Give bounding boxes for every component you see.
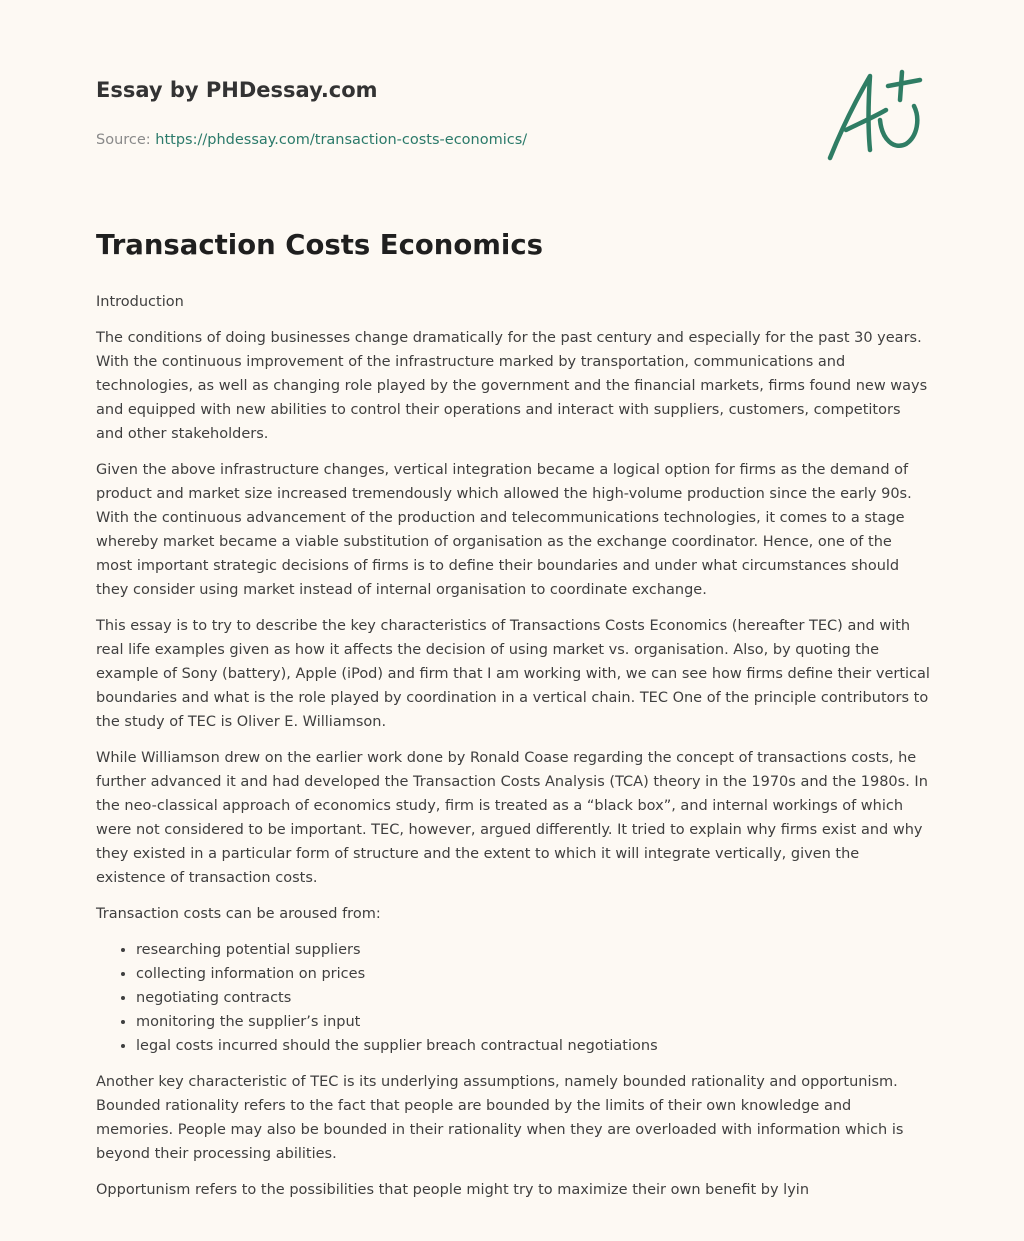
site-brand: Essay by PHDessay.com (96, 78, 378, 102)
paragraph: Transaction costs can be aroused from: (96, 906, 381, 922)
paragraph: Opportunism refers to the possibilities that people might try to maximize their own benefit by lyin (96, 1182, 810, 1198)
source-line (96, 130, 928, 150)
bullet-list (96, 938, 931, 1058)
list-item: • monitoring the supplier’s input (136, 1010, 931, 1034)
paragraph: Another key characteristic of TEC is its underlying assumptions, namely bounded rationality and opportunism. Bounded rationality refers to the fact that people are bounded by the limits of their own knowledge and memories. People may also be bounded in their rationality when they are overloaded with information which is beyond their processing abilities. (96, 1074, 904, 1162)
paragraph: The conditions of doing businesses change dramatically for the past century and especially for the past 30 years. With the continuous improvement of the infrastructure marked by transportation, communications and technologies, as well as changing role played by the government and the financial markets, firms found new ways and equipped with new abilities to control their operations and interact with suppliers, customers, competitors and other stakeholders. (96, 330, 928, 442)
article-content (96, 226, 931, 1202)
source-label: Source: (96, 132, 151, 148)
list-item: • legal costs incurred should the supplier breach contractual negotiations (136, 1034, 931, 1058)
a-plus-logo-icon (820, 66, 930, 166)
list-item: • researching potential suppliers (136, 938, 931, 962)
source-link[interactable]: https://phdessay.com/transaction-costs-economics/ (155, 132, 528, 148)
intro-heading: Introduction (96, 294, 184, 310)
article-title: Transaction Costs Economics (96, 229, 544, 261)
page-header (96, 76, 928, 150)
list-item: • collecting information on prices (136, 962, 931, 986)
list-item: • negotiating contracts (136, 986, 931, 1010)
paragraph: Given the above infrastructure changes, vertical integration became a logical option for firms as the demand of product and market size increased tremendously which allowed the high-volume production since the early 90s. With the continuous advancement of the production and telecommunications technologies, it comes to a stage whereby market became a viable substitution of organisation as the exchange coordinator. Hence, one of the most important strategic decisions of firms is to define their boundaries and under what circumstances should they consider using market instead of internal organisation to coordinate exchange. (96, 462, 912, 598)
paragraph: While Williamson drew on the earlier work done by Ronald Coase regarding the concept of transactions costs, he further advanced it and had developed the Transaction Costs Analysis (TCA) theory in the 1970s and the 1980s. In the neo-classical approach of economics study, firm is treated as a “black box”, and internal workings of which were not considered to be important. TEC, however, argued differently. It tried to explain why firms exist and why they existed in a particular form of structure and the extent to which it will integrate vertically, given the existence of transaction costs. (96, 750, 928, 886)
paragraph: This essay is to try to describe the key characteristics of Transactions Costs Economics (hereafter TEC) and with real life examples given as how it affects the decision of using market vs. organisation. Also, by quoting the example of Sony (battery), Apple (iPod) and firm that I am working with, we can see how firms define their vertical boundaries and what is the role played by coordination in a vertical chain. TEC One of the principle contributors to the study of TEC is Oliver E. Williamson. (96, 618, 930, 730)
